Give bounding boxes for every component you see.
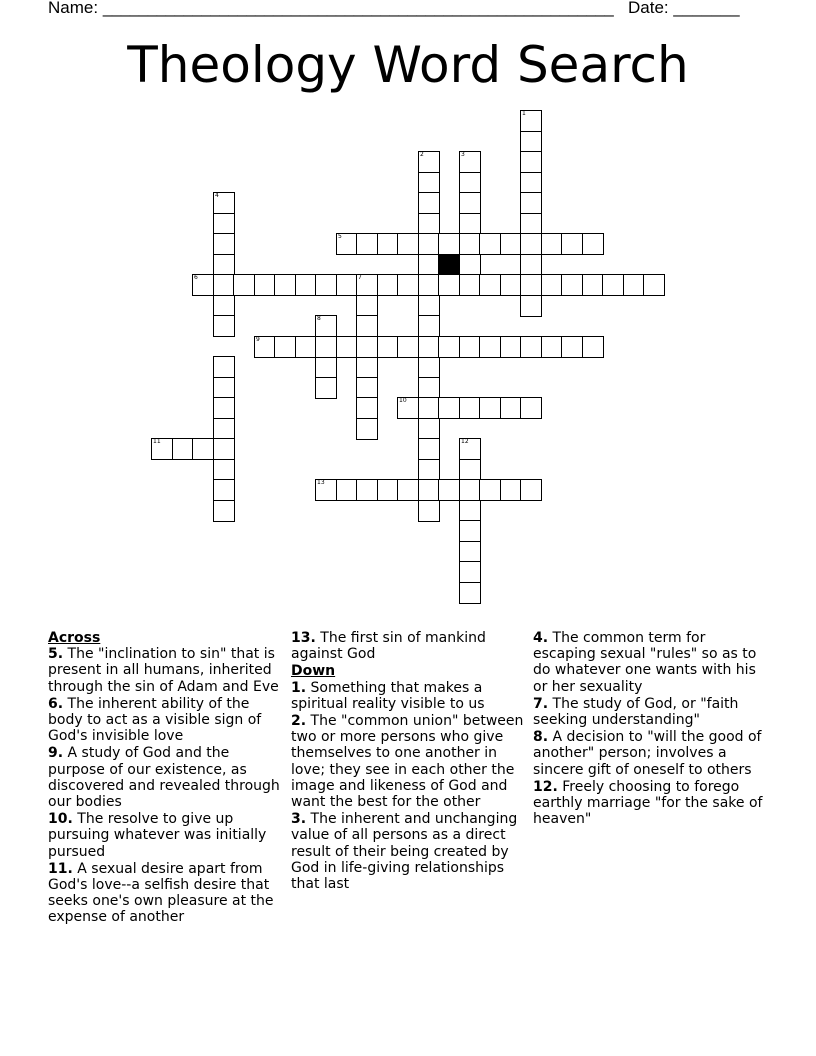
grid-cell[interactable] [438,233,460,255]
grid-cell[interactable] [315,274,337,296]
grid-cell[interactable] [213,356,235,378]
grid-cell[interactable] [500,233,522,255]
date-blank[interactable]: _______ [673,0,740,17]
grid-cell[interactable] [418,377,440,399]
clue-item: 9. A study of God and the purpose of our existence, as discovered and revealed through our bodies [48,745,280,811]
grid-cell[interactable] [520,172,542,194]
grid-cell[interactable] [397,397,419,419]
grid-cell[interactable] [418,500,440,522]
grid-cell[interactable] [418,254,440,276]
grid-cell[interactable] [520,151,542,173]
grid-cell[interactable] [151,438,173,460]
grid-cell[interactable] [336,336,358,358]
grid-cell[interactable] [623,274,645,296]
grid-cell[interactable] [459,254,481,276]
grid-cell[interactable] [418,151,440,173]
clues-column-1 [48,630,286,927]
grid-cell[interactable] [500,479,522,501]
name-blank[interactable]: _________________________________________________________ [102,0,614,17]
clue-item: 7. The study of God, or "faith seeking understanding" [533,695,739,729]
grid-cell[interactable] [500,274,522,296]
grid-cell[interactable] [254,274,276,296]
grid-cell[interactable] [377,336,399,358]
grid-cell[interactable] [459,500,481,522]
clue-number: 6 [194,274,198,281]
grid-cell[interactable] [520,274,542,296]
clue-number: 8 [317,315,321,322]
grid-cell[interactable] [459,479,481,501]
grid-cell[interactable] [377,479,399,501]
grid-cell[interactable] [213,254,235,276]
grid-cell[interactable] [233,274,255,296]
across-heading: Across [48,630,101,646]
grid-cell[interactable] [520,479,542,501]
clue-item: 11. A sexual desire apart from God's love--a selfish desire that seeks one's own pleasure at the expense of another [48,860,274,926]
grid-cell[interactable] [213,418,235,440]
grid-cell[interactable] [582,336,604,358]
grid-cell[interactable] [438,479,460,501]
grid-cell[interactable] [192,274,214,296]
clue-item: 12. Freely choosing to forego earthly marriage "for the sake of heaven" [533,778,763,828]
grid-cell[interactable] [561,274,583,296]
grid-cell[interactable] [479,479,501,501]
clue-number: 5 [338,233,342,240]
grid-cell[interactable] [418,418,440,440]
grid-cell[interactable] [520,110,542,132]
grid-cell[interactable] [315,377,337,399]
grid-cell[interactable] [397,233,419,255]
page-title: Theology Word Search [127,36,689,94]
grid-cell[interactable] [356,418,378,440]
grid-cell[interactable] [520,397,542,419]
grid-cell[interactable] [213,213,235,235]
grid-cell[interactable] [459,561,481,583]
clue-number: 1 [522,110,526,117]
grid-cell[interactable] [356,295,378,317]
grid-cell[interactable] [295,274,317,296]
grid-cell[interactable] [479,397,501,419]
grid-cell[interactable] [213,438,235,460]
grid-cell[interactable] [520,336,542,358]
clue-number: 3 [461,151,465,158]
grid-cell[interactable] [356,274,378,296]
grid-cell[interactable] [213,274,235,296]
grid-cell[interactable] [418,192,440,214]
grid-cell[interactable] [418,479,440,501]
grid-cell[interactable] [438,274,460,296]
grid-cell[interactable] [459,541,481,563]
down-heading: Down [291,663,336,680]
grid-cell[interactable] [479,274,501,296]
grid-cell[interactable] [643,274,665,296]
grid-cell[interactable] [582,233,604,255]
grid-cell[interactable] [459,151,481,173]
grid-cell[interactable] [479,233,501,255]
grid-cell[interactable] [561,233,583,255]
grid-cell[interactable] [520,254,542,276]
grid-cell[interactable] [397,336,419,358]
grid-cell[interactable] [541,274,563,296]
grid-cell[interactable] [418,233,440,255]
grid-cell[interactable] [459,213,481,235]
clue-number: 9 [256,336,260,343]
grid-cell[interactable] [213,192,235,214]
grid-cell[interactable] [520,131,542,153]
grid-cell[interactable] [459,274,481,296]
grid-cell[interactable] [213,233,235,255]
clue-number: 4 [215,192,219,199]
clues-column-2 [291,630,529,893]
clue-item: 8. A decision to "will the good of another" person; involves a sincere gift of oneself to others [533,729,762,778]
grid-cell[interactable] [356,377,378,399]
grid-cell[interactable] [356,479,378,501]
grid-cell[interactable] [520,295,542,317]
clue-number: 10 [399,397,407,404]
grid-cell[interactable] [459,520,481,542]
grid-cell[interactable] [418,315,440,337]
grid-cell[interactable] [172,438,194,460]
grid-cell[interactable] [438,397,460,419]
grid-cell[interactable] [274,336,296,358]
grid-cell[interactable] [418,295,440,317]
grid-cell[interactable] [213,500,235,522]
grid-cell[interactable] [500,336,522,358]
clue-number: 7 [358,274,362,281]
clue-item: 3. The inherent and unchanging value of all persons as a direct result of their being created by God in life-giving relationships that last [291,811,518,893]
clue-item: 1. Something that makes a spiritual reality visible to us [291,679,485,712]
grid-cell[interactable] [295,336,317,358]
clue-number: 2 [420,151,424,158]
grid-cell[interactable] [459,438,481,460]
grid-cell[interactable] [418,274,440,296]
grid-cell[interactable] [520,213,542,235]
clue-item: 2. The "common union" between two or more persons who give themselves to one another in love; they see in each other the image and likeness of God and want the best for the other [291,713,524,811]
grid-cell[interactable] [336,233,358,255]
grid-cell[interactable] [459,336,481,358]
name-label: Name: [48,0,99,17]
grid-cell[interactable] [213,397,235,419]
grid-cell[interactable] [500,397,522,419]
grid-cell[interactable] [397,274,419,296]
grid-cell[interactable] [356,233,378,255]
grid-cell[interactable] [459,192,481,214]
grid-cell[interactable] [213,315,235,337]
grid-cell[interactable] [192,438,214,460]
clues-column-3 [533,630,771,828]
grid-cell[interactable] [254,336,276,358]
grid-cell[interactable] [377,274,399,296]
grid-cell[interactable] [356,336,378,358]
grid-cell[interactable] [459,233,481,255]
grid-cell[interactable] [274,274,296,296]
grid-cell[interactable] [315,479,337,501]
clue-item: 13. The first sin of mankind against God [291,630,486,663]
grid-cell[interactable] [459,582,481,604]
grid-cell[interactable] [418,438,440,460]
grid-cell[interactable] [315,356,337,378]
grid-cell[interactable] [213,459,235,481]
grid-cell[interactable] [397,479,419,501]
grid-cell[interactable] [377,233,399,255]
clue-number: 11 [153,438,161,445]
grid-cell[interactable] [520,233,542,255]
grid-cell[interactable] [418,356,440,378]
clue-item: 10. The resolve to give up pursuing whatever was initially pursued [48,811,267,860]
clue-number: 12 [461,438,469,445]
grid-cell[interactable] [315,315,337,337]
clue-item: 6. The inherent ability of the body to act as a visible sign of God's invisible love [48,695,262,745]
grid-cell[interactable] [336,274,358,296]
grid-cell[interactable] [459,172,481,194]
grid-cell[interactable] [356,397,378,419]
grid-cell[interactable] [459,397,481,419]
grid-cell[interactable] [356,356,378,378]
grid-cell[interactable] [418,397,440,419]
grid-cell[interactable] [213,479,235,501]
grid-cell[interactable] [541,233,563,255]
grid-cell[interactable] [213,377,235,399]
grid-cell[interactable] [213,295,235,317]
grid-cell[interactable] [479,336,501,358]
blocked-cell [438,254,460,276]
clue-number: 13 [317,479,325,486]
grid-cell[interactable] [520,192,542,214]
grid-cell[interactable] [315,336,337,358]
clue-item: 4. The common term for escaping sexual "rules" so as to do whatever one wants with his or her sexuality [533,630,757,695]
grid-cell[interactable] [356,315,378,337]
grid-cell[interactable] [561,336,583,358]
clue-item: 5. The "inclination to sin" that is present in all humans, inherited through the sin of Adam and Eve [48,646,279,695]
grid-cell[interactable] [438,336,460,358]
grid-cell[interactable] [582,274,604,296]
grid-cell[interactable] [602,274,624,296]
grid-cell[interactable] [418,336,440,358]
grid-cell[interactable] [336,479,358,501]
date-label: Date: [628,0,669,17]
grid-cell[interactable] [418,459,440,481]
grid-cell[interactable] [418,172,440,194]
grid-cell[interactable] [541,336,563,358]
grid-cell[interactable] [459,459,481,481]
grid-cell[interactable] [418,213,440,235]
